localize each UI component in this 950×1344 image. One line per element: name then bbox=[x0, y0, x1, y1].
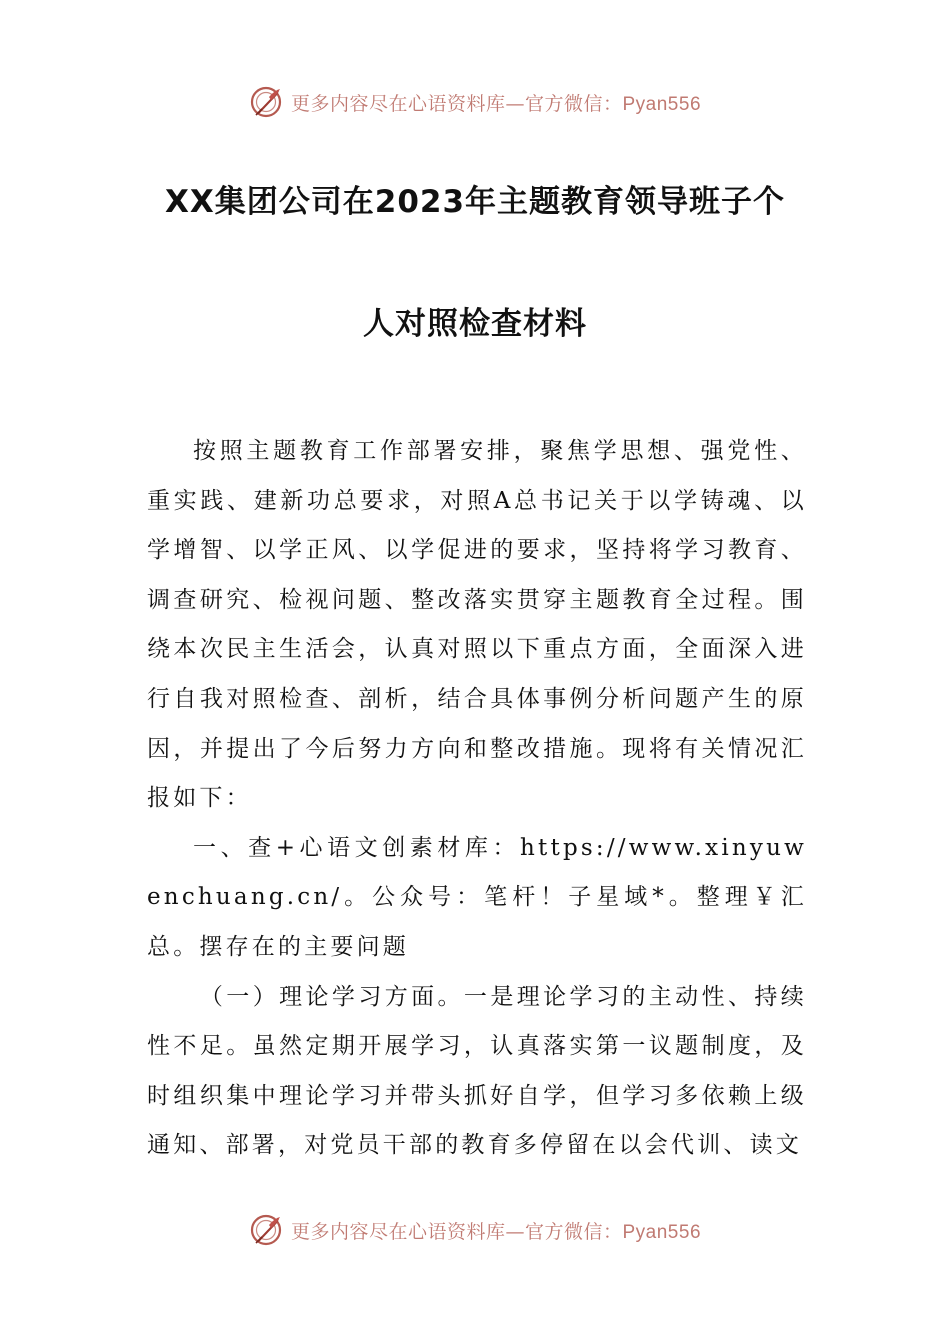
watermark-text: 更多内容尽在心语资料库—官方微信：Pyan556 bbox=[290, 92, 702, 115]
body-paragraph: 按照主题教育工作部署安排，聚焦学思想、强党性、重实践、建新功总要求，对照A总书记关于以学铸魂、以学增智、以学正风、以学促进的要求，坚持将学习教育、调查研究、检视问题、整改落实贯穿主题教育全过程。围绕本次民主生活会，认真对照以下重点方面，全面深入进行自我对照检查、剖析，结合具体事例分析问题产生的原因，并提出了今后努力方向和整改措施。现将有关情况汇报如下： bbox=[147, 438, 807, 812]
watermark-text: 更多内容尽在心语资料库—官方微信：Pyan556 bbox=[290, 1220, 702, 1243]
document-body bbox=[147, 427, 807, 1171]
body-paragraph: （一）理论学习方面。一是理论学习的主动性、持续性不足。虽然定期开展学习，认真落实第一议题制度，及时组织集中理论学习并带头抓好自学，但学习多依赖上级通知、部署，对党员干部的教育多停留在以会代训、读文 bbox=[147, 983, 807, 1159]
document-title-line-2: 人对照检查材料 bbox=[363, 306, 587, 342]
watermark-banner-bottom bbox=[0, 1210, 950, 1250]
body-paragraph: 一、查+心语文创素材库：https://www.xinyuwenchuang.cn/。公众号：笔杆！子星域*。整理￥汇总。摆存在的主要问题 bbox=[147, 834, 807, 960]
document-title-line-1: XX集团公司在2023年主题教育领导班子个 bbox=[164, 184, 786, 220]
quill-pen-circle-icon bbox=[249, 84, 285, 120]
quill-pen-circle-icon bbox=[249, 1212, 285, 1248]
watermark-banner-top bbox=[0, 82, 950, 122]
